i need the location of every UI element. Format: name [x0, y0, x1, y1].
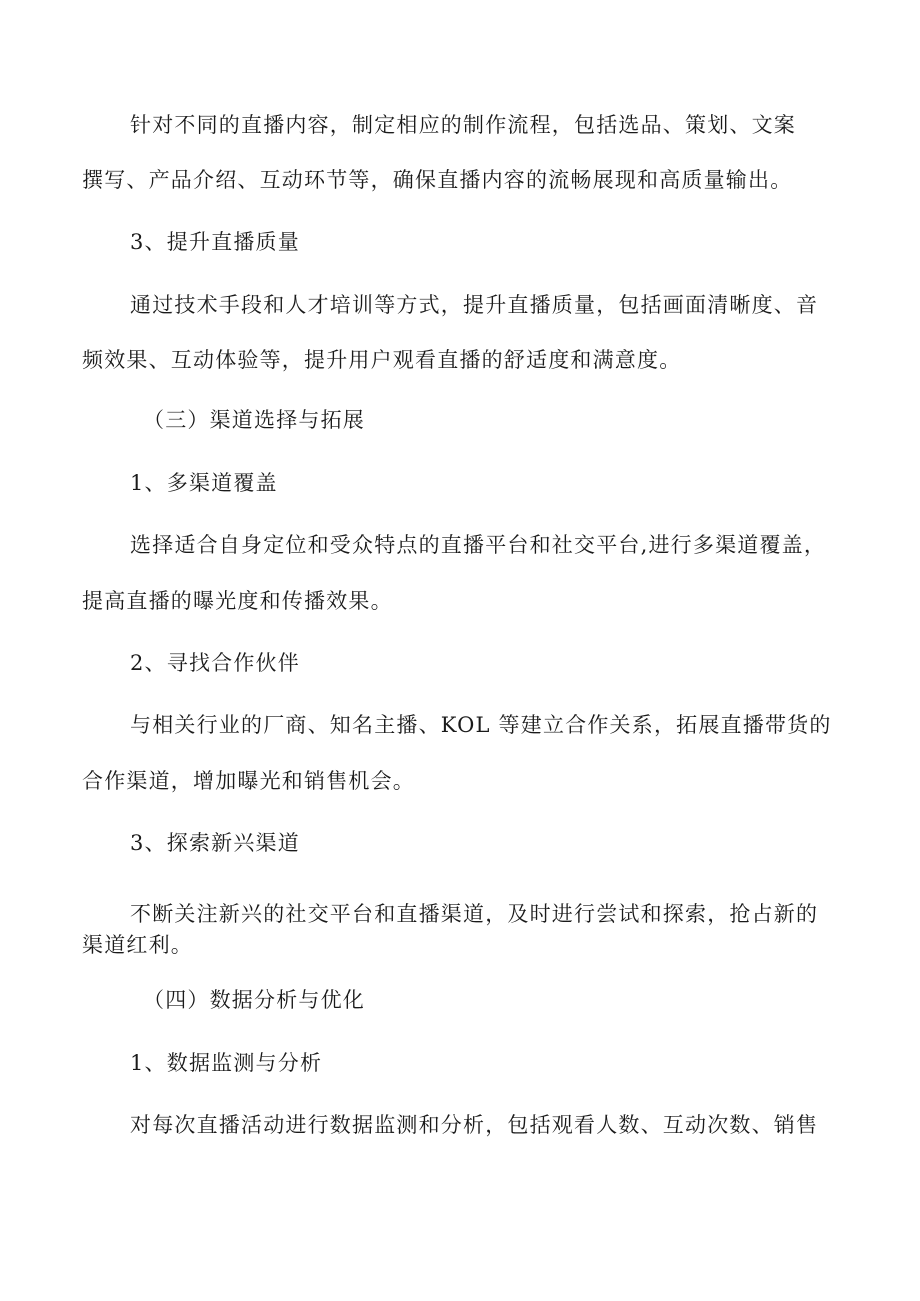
section-heading: 3、提升直播质量: [130, 230, 300, 254]
paragraph-line: 针对不同的直播内容，制定相应的制作流程，包括选品、策划、文案: [130, 113, 796, 137]
paragraph-line: 渠道红利。: [82, 933, 193, 957]
chapter-heading: （三）渠道选择与拓展: [143, 408, 365, 432]
section-heading: 2、寻找合作伙伴: [130, 651, 300, 675]
chapter-heading: （四）数据分析与优化: [143, 988, 365, 1012]
paragraph-line: 选择适合自身定位和受众特点的直播平台和社交平台,进行多渠道覆盖，: [130, 533, 827, 557]
paragraph-line: 不断关注新兴的社交平台和直播渠道，及时进行尝试和探索，抢占新的: [130, 902, 819, 926]
paragraph-line: 与相关行业的厂商、知名主播、KOL 等建立合作关系，拓展直播带货的: [130, 713, 832, 737]
paragraph-line: 提高直播的曝光度和传播效果。: [82, 589, 393, 613]
section-heading: 1、多渠道覆盖: [130, 471, 278, 495]
paragraph-line: 频效果、互动体验等，提升用户观看直播的舒适度和满意度。: [82, 348, 682, 372]
paragraph-line: 合作渠道，增加曝光和销售机会。: [82, 769, 415, 793]
section-heading: 3、探索新兴渠道: [130, 831, 300, 855]
paragraph-line: 对每次直播活动进行数据监测和分析，包括观看人数、互动次数、销售: [130, 1113, 819, 1137]
section-heading: 1、数据监测与分析: [130, 1051, 323, 1075]
paragraph-line: 撰写、产品介绍、互动环节等，确保直播内容的流畅展现和高质量输出。: [82, 168, 793, 192]
paragraph-line: 通过技术手段和人才培训等方式，提升直播质量，包括画面清晰度、音: [130, 293, 819, 317]
